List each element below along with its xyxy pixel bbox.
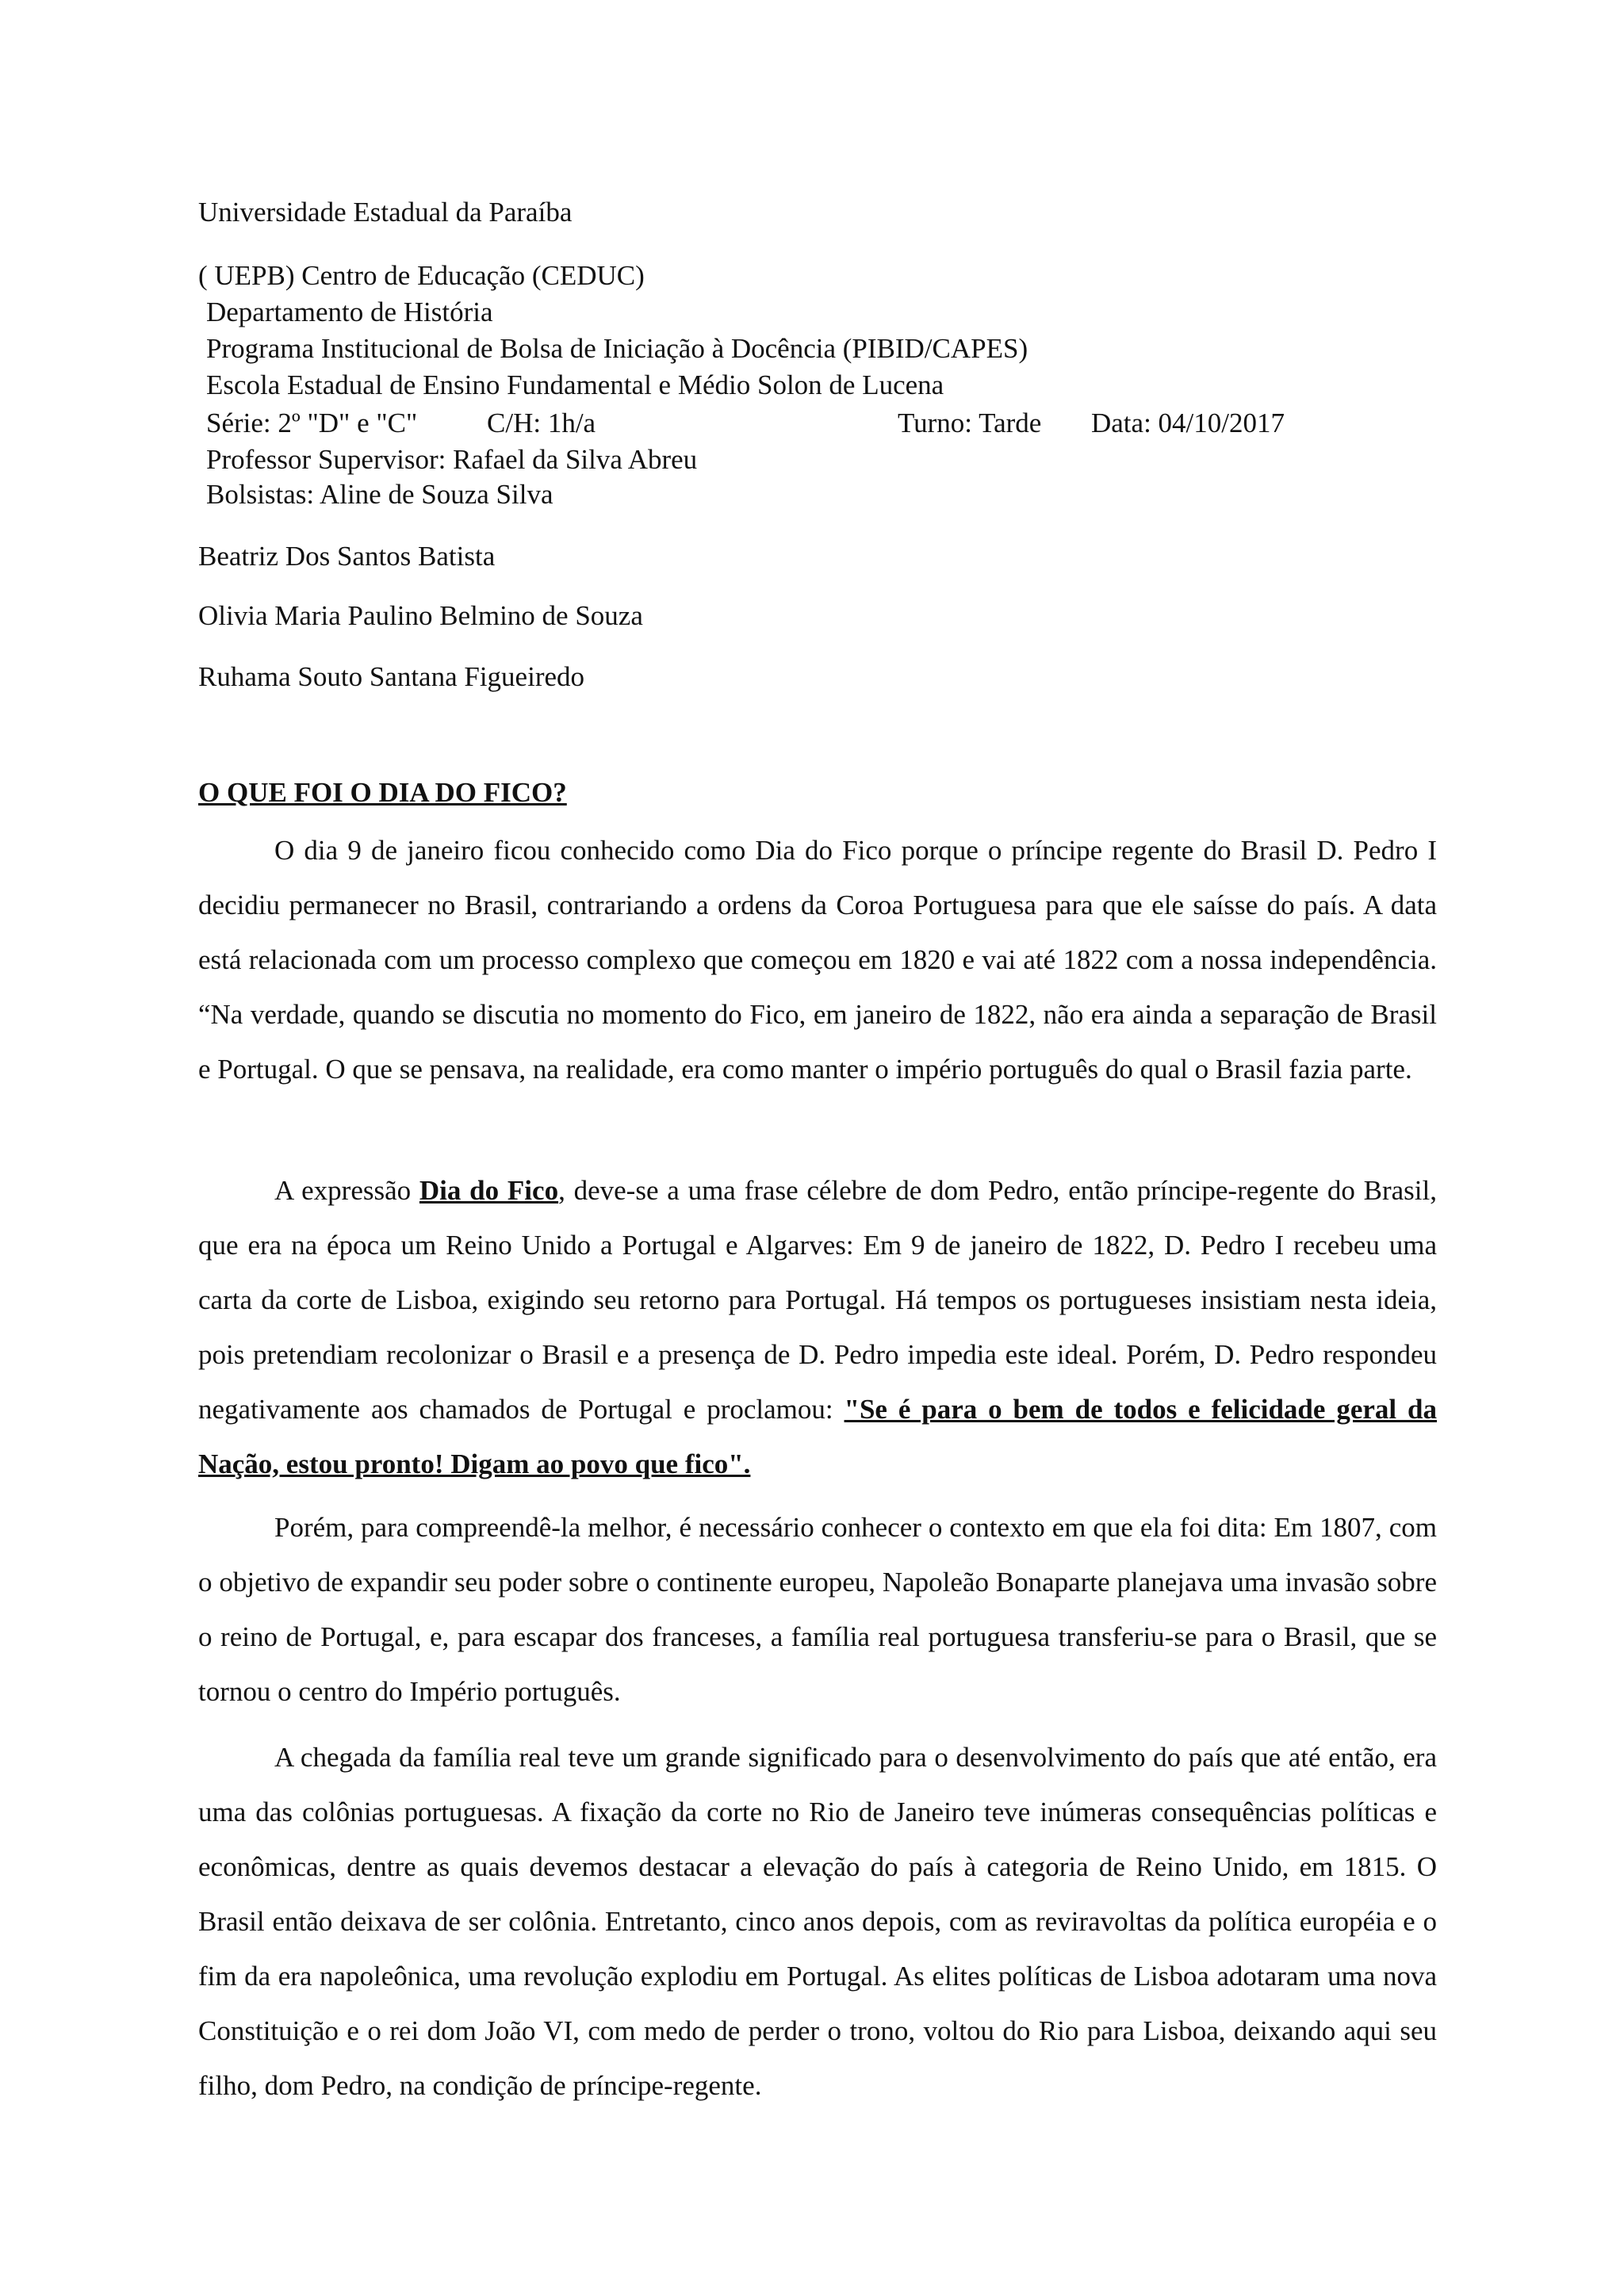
paragraph-4: A chegada da família real teve um grande significado para o desenvolvimento do país que até então, era uma das colônias portuguesas. A fixação da corte no Rio de Janeiro teve inúmeras consequências políticas e econômicas, dentre as quais devemos destacar a elevação do país à categoria de Reino Unido, em 1815. O Brasil então deixava de ser colônia. Entretanto, cinco anos depois, com as reviravoltas da política européia e o fim da era napoleônica, uma revolução explodiu em Portugal. As elites políticas de Lisboa adotaram uma nova Constituição e o rei dom João VI, com medo de perder o trono, voltou do Rio para Lisboa, deixando aqui seu filho, dom Pedro, na condição de príncipe-regente. <box>198 1742 1437 2101</box>
paragraph-1: O dia 9 de janeiro ficou conhecido como Dia do Fico porque o príncipe regente do Brasil D. Pedro I decidiu permanecer no Brasil, contrariando a ordens da Coroa Portuguesa para que ele saísse do país. A data está relacionada com um processo complexo que começou em 1820 e vai até 1822 com a nossa independência. “Na verdade, quando se discutia no momento do Fico, em janeiro de 1822, não era ainda a separação de Brasil e Portugal. O que se pensava, na realidade, era como manter o império português do qual o Brasil fazia parte. <box>198 835 1437 1085</box>
university-line: Universidade Estadual da Paraíba <box>198 197 573 228</box>
program-line: Programa Institucional de Bolsa de Iniciação à Docência (PIBID/CAPES) <box>206 333 1028 364</box>
paragraph-3: Porém, para compreendê-la melhor, é necessário conhecer o contexto em que ela foi dita: Em 1807, com o objetivo de expandir seu poder sobre o continente europeu, Napoleão Bonaparte planejava uma invasão sobre o reino de Portugal, e, para escapar dos franceses, a família real portuguesa transferiu-se para o Brasil, que se tornou o centro do Império português. <box>198 1512 1437 1707</box>
school-line: Escola Estadual de Ensino Fundamental e Médio Solon de Lucena <box>206 369 944 400</box>
serie-text: Série: 2º "D" e "C" <box>206 408 418 438</box>
bolsista-line-4: Ruhama Souto Santana Figueiredo <box>198 661 585 692</box>
section-title: O QUE FOI O DIA DO FICO? <box>198 777 567 808</box>
paragraph-2-intro: A expressão <box>274 1175 419 1206</box>
workload-text: C/H: 1h/a <box>487 408 596 438</box>
bolsistas-line: Bolsistas: Aline de Souza Silva <box>206 479 553 510</box>
bolsista-line-3: Olivia Maria Paulino Belmino de Souza <box>198 600 643 631</box>
date-text: Data: 04/10/2017 <box>1091 408 1285 438</box>
shift-text: Turno: Tarde <box>898 408 1042 438</box>
dia-do-fico-term: Dia do Fico <box>419 1175 559 1206</box>
department-line: Departamento de História <box>206 297 493 327</box>
paragraph-2-body: , deve-se a uma frase célebre de dom Pedro, então príncipe-regente do Brasil, que era na época um Reino Unido a Portugal e Algarves: Em 9 de janeiro de 1822, D. Pedro I recebeu uma carta da corte de Lisboa, exigindo seu retorno para Portugal. Há tempos os portugueses insistiam nesta ideia, pois pretendiam recolonizar o Brasil e a presença de D. Pedro impedia este ideal. Porém, D. Pedro respondeu negativamente aos chamados de Portugal e proclamou: <box>198 1175 1437 1425</box>
fico-quote: "Se é para o bem de todos e felicidade geral da Nação, estou pronto! Digam ao povo que fico". <box>198 1394 1437 1479</box>
supervisor-line: Professor Supervisor: Rafael da Silva Abreu <box>206 444 698 475</box>
bolsista-line-2: Beatriz Dos Santos Batista <box>198 541 496 572</box>
paragraph-2 <box>198 1163 1437 1491</box>
center-line: ( UEPB) Centro de Educação (CEDUC) <box>198 260 645 291</box>
